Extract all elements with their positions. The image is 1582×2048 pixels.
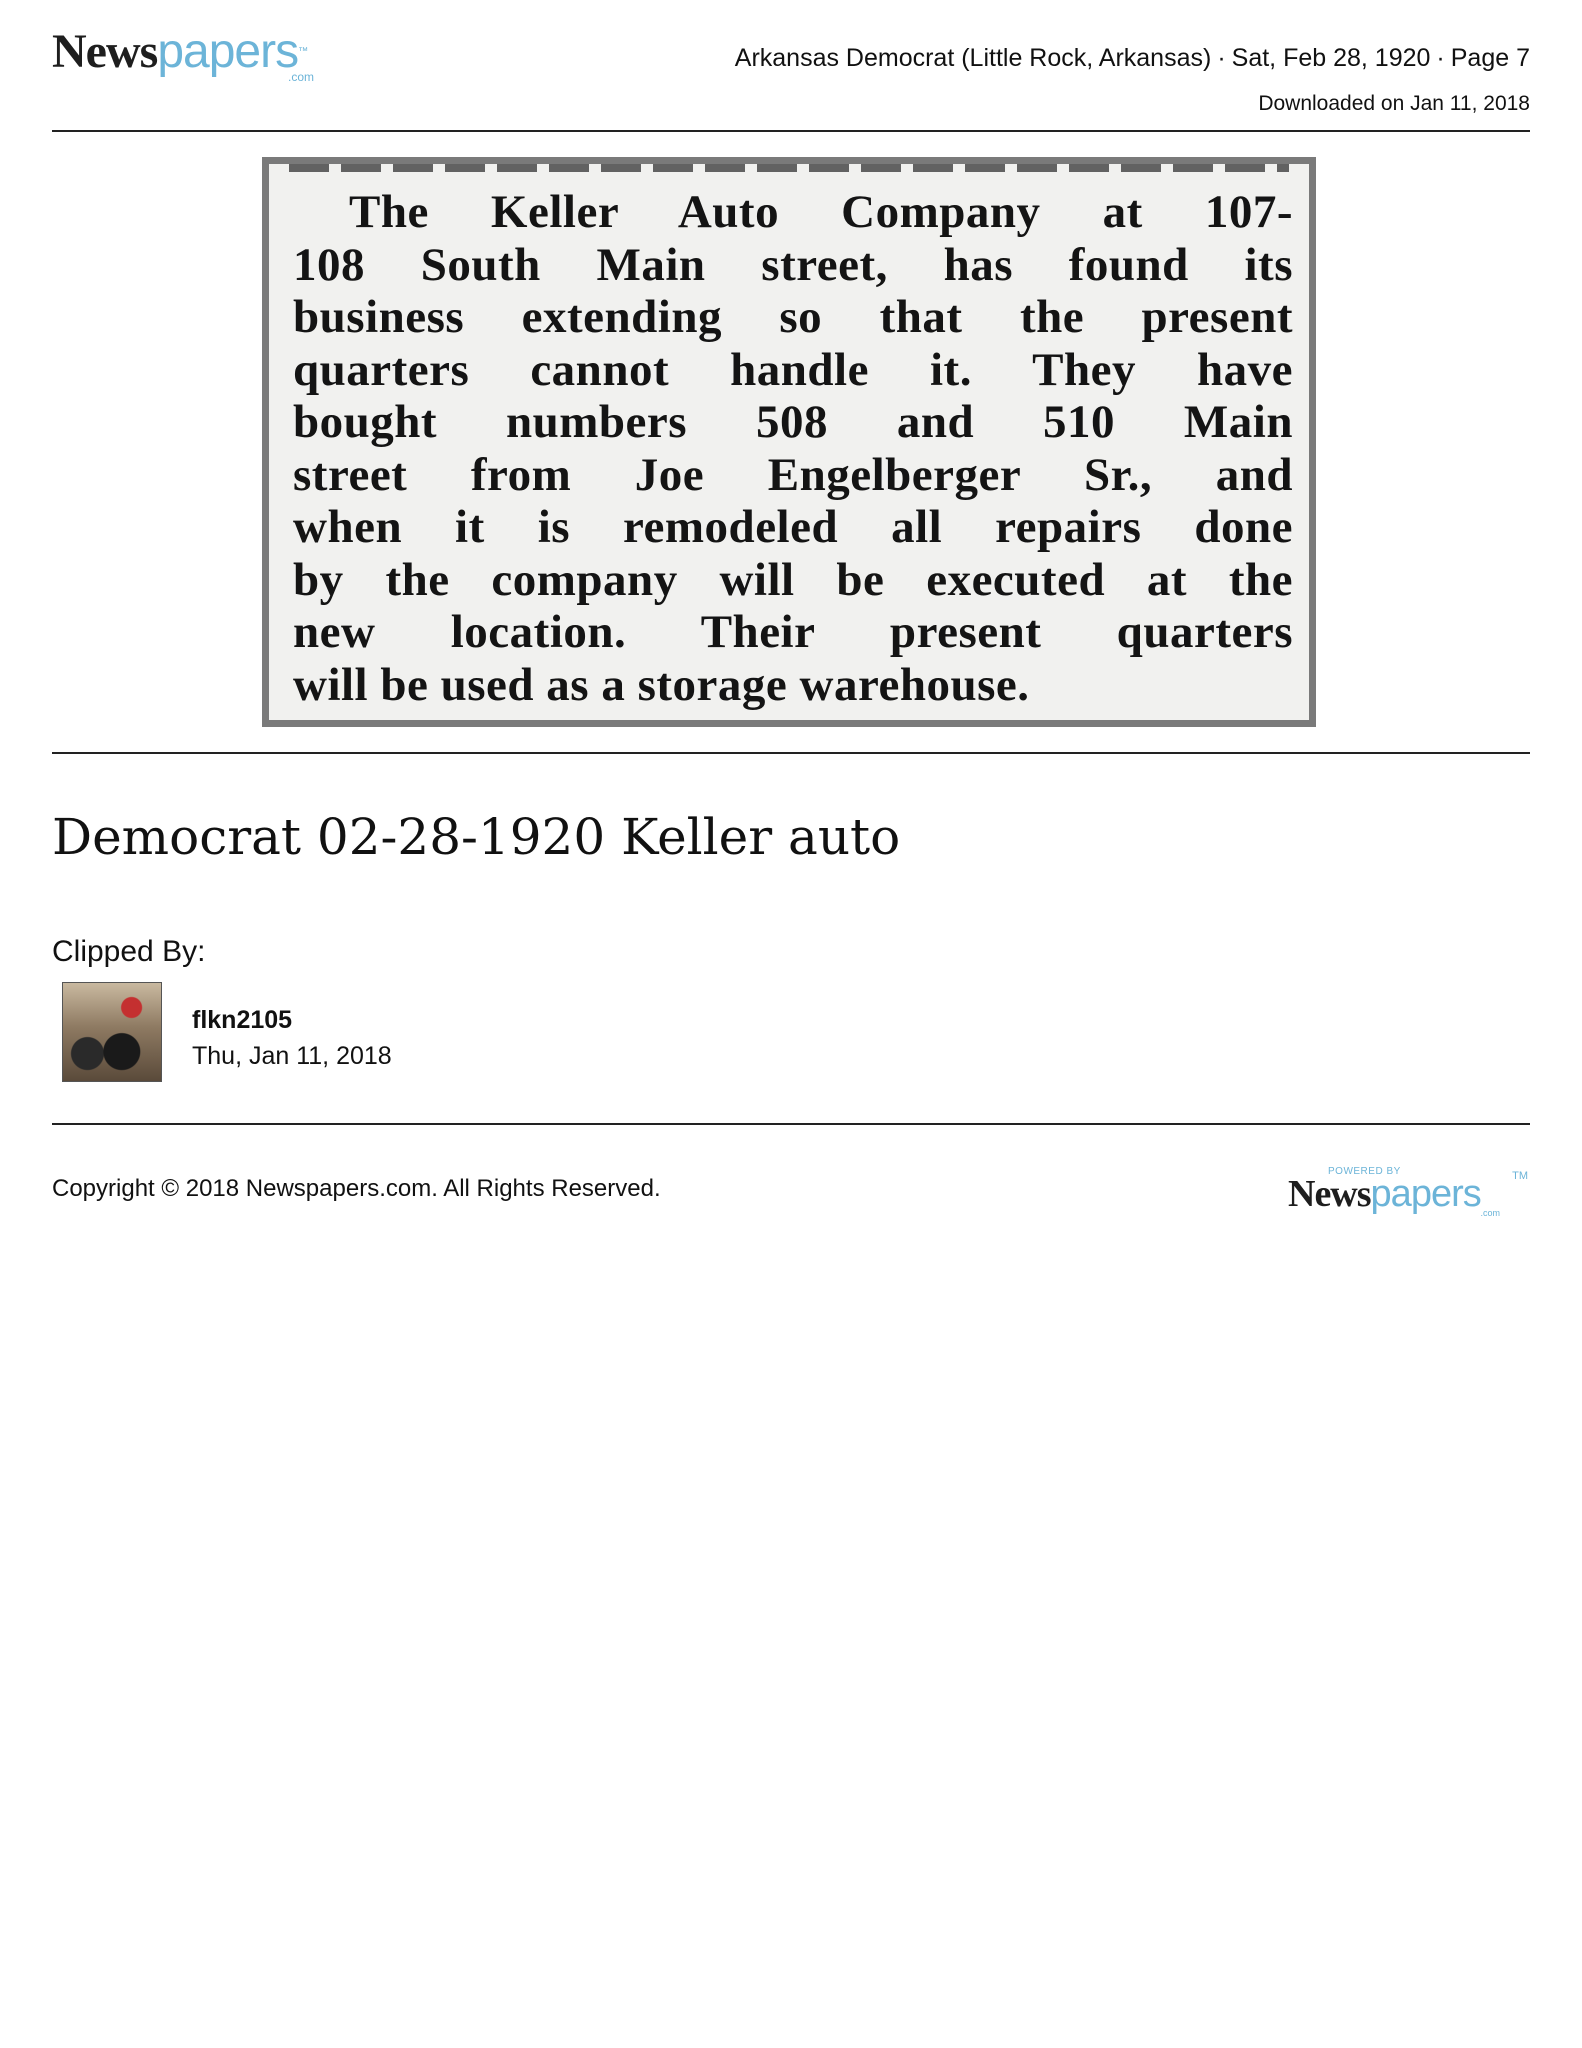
header-divider bbox=[52, 130, 1530, 132]
clipping-line: quarters cannot handle it. They have bbox=[293, 343, 1293, 396]
clipping-text bbox=[293, 186, 1293, 711]
copyright-notice: Copyright © 2018 Newspapers.com. All Rights Reserved. bbox=[52, 1175, 661, 1202]
clipping-line: street from Joe Engelberger Sr., and bbox=[293, 448, 1293, 501]
footer-divider bbox=[52, 1123, 1530, 1125]
clipping-line: business extending so that the present bbox=[293, 291, 1293, 343]
meta-separator: · bbox=[1436, 44, 1445, 72]
powered-by-text: POWERED BY bbox=[1328, 1166, 1401, 1177]
powered-by-newspapers-logo[interactable] bbox=[1288, 1166, 1528, 1218]
download-date: Downloaded on Jan 11, 2018 bbox=[1258, 92, 1530, 115]
user-avatar[interactable] bbox=[62, 982, 162, 1082]
publication-page: Page 7 bbox=[1450, 44, 1530, 72]
publication-date: Sat, Feb 28, 1920 bbox=[1231, 44, 1431, 72]
powered-trademark: TM bbox=[1512, 1170, 1528, 1182]
logo-dotcom: .com bbox=[288, 70, 315, 84]
publication-name: Arkansas Democrat (Little Rock, Arkansas) bbox=[734, 44, 1212, 72]
clipping-line: by the company will be executed at the bbox=[293, 553, 1293, 606]
clipped-by-label: Clipped By: bbox=[52, 935, 206, 968]
newspaper-clipping[interactable] bbox=[262, 157, 1316, 727]
clipping-line: 108 South Main street, has found its bbox=[293, 238, 1293, 291]
powered-papers-text: papers bbox=[1370, 1173, 1481, 1215]
clipping-divider bbox=[52, 752, 1530, 754]
clipping-line: The Keller Auto Company at 107- bbox=[349, 186, 1293, 238]
meta-separator: · bbox=[1217, 44, 1226, 72]
powered-dotcom: .com bbox=[1480, 1208, 1500, 1218]
powered-news-text: News bbox=[1288, 1173, 1371, 1215]
clipper-username[interactable]: flkn2105 bbox=[192, 1006, 293, 1034]
powered-wordmark bbox=[1288, 1174, 1481, 1214]
clipping-line: new location. Their present quarters bbox=[293, 606, 1293, 658]
clipping-line: when it is remodeled all repairs done bbox=[293, 501, 1293, 553]
clipping-line: bought numbers 508 and 510 Main bbox=[293, 396, 1293, 448]
clipping-cut-edge bbox=[289, 164, 1289, 172]
clipping-line: will be used as a storage warehouse. bbox=[293, 658, 1030, 711]
logo-news-text: News bbox=[52, 25, 158, 78]
clip-title: Democrat 02-28-1920 Keller auto bbox=[52, 808, 901, 866]
publication-meta bbox=[735, 44, 1530, 73]
logo-papers-text: papers bbox=[157, 25, 299, 78]
clip-date: Thu, Jan 11, 2018 bbox=[192, 1042, 392, 1070]
logo-trademark: ™ bbox=[298, 46, 308, 57]
newspapers-logo[interactable] bbox=[52, 25, 352, 88]
